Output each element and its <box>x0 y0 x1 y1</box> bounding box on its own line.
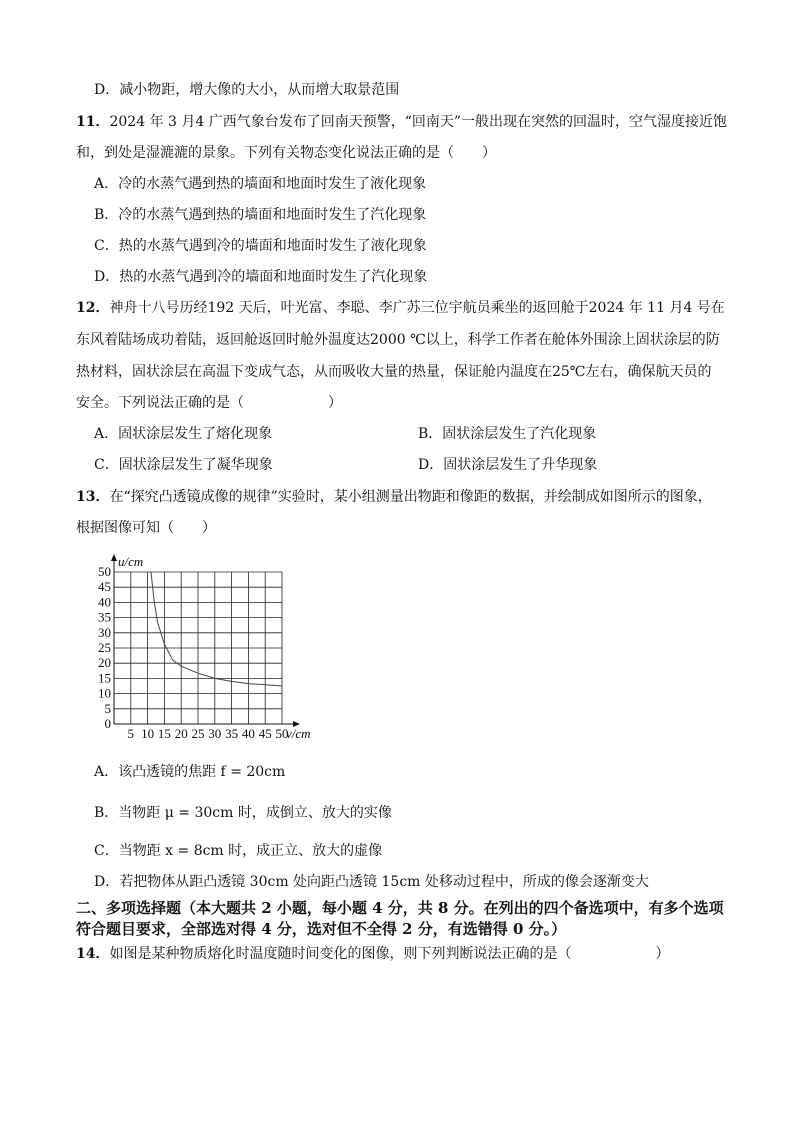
q12-option-c: C．固状涂层发生了凝华现象 <box>94 457 273 473</box>
section2-heading-line2: 符合题目要求，全部选对得 4 分，选对但不全得 2 分，有选错得 0 分。） <box>76 920 567 938</box>
q14-number: 14． <box>76 946 110 962</box>
q13-number: 13． <box>76 489 110 505</box>
x-tick-label: 40 <box>241 726 255 741</box>
y-tick-label: 45 <box>98 579 111 595</box>
x-tick-label: 50 <box>275 726 289 741</box>
q11-text: 2024 年 3 月4 广西气象台发布了回南天预警，“回南天”一般出现在突然的回温时，空气湿度接近饱 <box>109 114 728 130</box>
q13-option-a: A．该凸透镜的焦距 f = 20cm <box>94 764 286 780</box>
y-tick-label: 5 <box>104 700 111 716</box>
y-axis-label: u/cm <box>118 554 144 569</box>
q11-option-a: A．冷的水蒸气遇到热的墙面和地面时发生了液化现象 <box>94 176 427 192</box>
y-tick-label: 20 <box>98 655 111 671</box>
q13-option-d: D．若把物体从距凸透镜 30cm 处向距凸透镜 15cm 处移动过程中，所成的像会逐渐变大 <box>94 874 649 890</box>
x-tick-label: 20 <box>174 726 188 741</box>
q13-text: 在“探究凸透镜成像的规律”实验时，某小组测量出物距和像距的数据，并绘制成如图所示的图象， <box>109 489 712 505</box>
y-tick-label: 30 <box>98 624 111 640</box>
lens-distance-graph <box>96 552 336 748</box>
x-tick-label: 25 <box>191 726 205 741</box>
q12-option-b: B．固状涂层发生了汽化现象 <box>418 426 597 442</box>
q12-stem-line3: 热材料，固状涂层在高温下变成气态，从而吸收大量的热量，保证舱内温度在25℃左右，确保航天员的 <box>76 364 712 380</box>
x-tick-label: 35 <box>225 726 239 741</box>
q12-option-d: D．固状涂层发生了升华现象 <box>418 457 598 473</box>
x-tick-label: 5 <box>127 726 135 741</box>
x-tick-label: 45 <box>258 726 272 741</box>
q11-stem-line2: 和，到处是湿漉漉的景象。下列有关物态变化说法正确的是（ ） <box>76 145 496 161</box>
y-tick-label: 50 <box>98 564 111 579</box>
y-tick-label: 10 <box>98 685 111 701</box>
x-tick-label: 15 <box>157 726 171 741</box>
q12-stem-line4: 安全。下列说法正确的是（ ） <box>76 395 342 411</box>
x-tick-label: 10 <box>141 726 155 741</box>
y-tick-label: 0 <box>104 716 111 731</box>
q10-option-d: D．减小物距，增大像的大小，从而增大取景范围 <box>94 82 400 98</box>
section2-heading-line1: 二、多项选择题（本大题共 2 小题，每小题 4 分，共 8 分。在列出的四个备选项中，有多个选项 <box>76 899 724 917</box>
q12-text: 神舟十八号历经192 天后，叶光富、李聪、李广苏三位宇航员乘坐的返回舱于2024 年 11 月4 号在 <box>109 300 725 316</box>
x-tick-label: 30 <box>208 726 222 741</box>
q11-option-c: C．热的水蒸气遇到冷的墙面和地面时发生了液化现象 <box>94 238 427 254</box>
y-tick-label: 40 <box>98 594 111 610</box>
q11-option-b: B．冷的水蒸气遇到热的墙面和地面时发生了汽化现象 <box>94 207 427 223</box>
u-v-curve <box>151 572 282 686</box>
y-tick-label: 15 <box>98 670 111 686</box>
y-axis-arrow <box>111 554 117 561</box>
q12-stem-line2: 东风着陆场成功着陆，返回舱返回时舱外温度达2000 ℃以上，科学工作者在舱体外围涂上固状涂层的防 <box>76 332 720 348</box>
y-tick-label: 35 <box>98 609 111 625</box>
x-axis-label: v/cm <box>286 726 311 741</box>
q12-number: 12． <box>76 300 110 316</box>
q13-stem-line1 <box>76 487 712 507</box>
q11-option-d: D．热的水蒸气遇到冷的墙面和地面时发生了汽化现象 <box>94 269 428 285</box>
q11-stem-line1 <box>76 112 727 132</box>
q14-text: 如图是某种物质熔化时温度随时间变化的图像，则下列判断说法正确的是（ ） <box>109 946 670 962</box>
q12-option-a: A．固状涂层发生了熔化现象 <box>94 426 273 442</box>
q14-stem-line1 <box>76 944 669 964</box>
y-tick-label: 25 <box>98 640 111 655</box>
q12-stem-line1 <box>76 298 725 318</box>
q13-stem-line2: 根据图像可知（ ） <box>76 520 216 536</box>
q11-number: 11． <box>76 114 110 130</box>
q13-option-b: B．当物距 μ = 30cm 时，成倒立、放大的实像 <box>94 805 392 821</box>
q13-option-c: C．当物距 x = 8cm 时，成正立、放大的虚像 <box>94 843 383 859</box>
